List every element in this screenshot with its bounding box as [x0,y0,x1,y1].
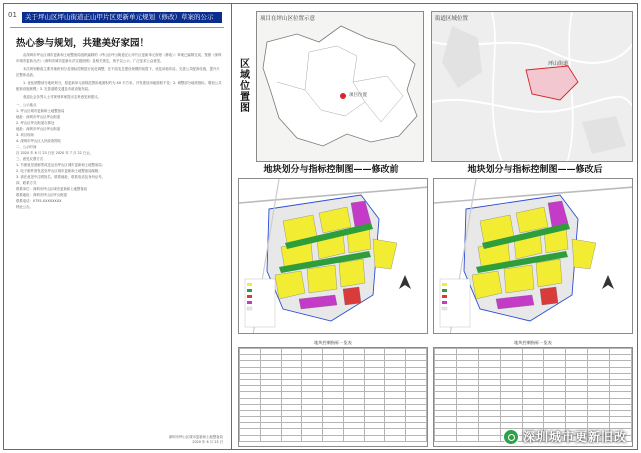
notice-line: 地址：深圳市坪山区坪山街道 [16,115,61,119]
table-row [240,435,427,441]
table-after-title: 地块控制指标一览表 [514,340,552,345]
signature: 深圳市坪山区城市更新和土地整备局 [168,435,223,439]
table-cell [406,435,427,441]
notice-line: 自 2020 年 6 月 23 日至 2020 年 7 月 22 日止。 [16,151,94,155]
table-cell [435,435,457,441]
notice-line: 1. 书面意见请邮寄或送达至坪山区城市更新和土地整备局； [16,163,106,167]
maps-column [232,4,639,449]
district-outline-map [257,12,424,162]
project-marker-label: 项目位置 [349,93,367,98]
page-number: 01 [8,11,17,19]
notice-line: 2. 坪山区坪山街道办事处 [16,121,55,125]
notice-paragraph: 欢迎社会各界人士对规划草案提出宝贵意见和建议。 [23,95,101,99]
signature-date: 2020 年 6 月 23 日 [192,440,223,444]
street-location-map [431,11,633,162]
notice-line: 3. 请在意见中注明姓名、联系地址、联系电话及身份证号。 [16,175,106,179]
notice-paragraph: 本次规划修改主要对地块划分及指标控制进行优化调整，在不改变总建设规模的前提下，优化用地布局，完善公共配套设施，提升片区整体品质。 [16,67,220,77]
notice-body [16,52,222,210]
notice-line: 一、公示地点 [16,103,37,107]
notice-paragraph: 由深圳市坪山区城市更新和土地整备局组织编制的《坪山区坪山街道正山甲片区更新单元规划（修改）》草案已编制完成，按照《深圳市城市更新办法》《深圳市城市更新办法实施细则》及相关规定，现予以公示，广泛征求公众意见。 [16,53,222,63]
plan-after-drawing [434,179,633,334]
notice-title: 关于坪山区坪山街道正山甲片区更新单元规划（修改）草案的公示 [22,12,222,23]
watermark [503,428,627,445]
notice-line: 4. 深圳市坪山区人民政府网站 [16,139,61,143]
table-cell [323,435,344,441]
signature-block [169,435,223,445]
notice-line: 联系电话：0755-XXXXXXXX [16,199,62,203]
table-cell [343,435,364,441]
plan-before-drawing [239,179,428,334]
notice-line: 三、意见反馈方式 [16,157,44,161]
plan-before-title: 地块划分与指标控制图——修改前 [263,165,399,175]
wechat-logo-icon [503,429,519,445]
table-cell [456,435,478,441]
notice-frame [3,3,638,450]
notice-line: 地址：深圳市坪山区坪山街道 [16,127,61,131]
table-cell [260,435,281,441]
plan-after-map [433,178,633,334]
table-before-title: 地块控制指标一览表 [314,340,352,345]
table-cell [302,435,323,441]
street-area-map [432,12,633,162]
plan-before-map [238,178,428,334]
notice-line: 四、联系方式 [16,181,37,185]
title-rule [10,27,224,28]
indicator-table-before [238,347,428,447]
notice-line: 联系地址：深圳市坪山区坪山街道 [16,193,67,197]
street-map-label: 街道区域位置 [435,16,469,22]
notice-line: 1. 坪山区城市更新和土地整备局 [16,109,65,113]
table-cell [281,435,302,441]
watermark-text: 深圳城市更新旧改 [522,430,627,444]
table-cell [364,435,385,441]
table-cell [240,435,261,441]
street-name: 坪山街道 [548,61,569,67]
location-title: 区域位置图 [240,59,250,114]
notice-column [4,4,231,449]
project-map-label: 项目在坪山区位置示意 [260,16,316,22]
plan-after-title: 地块划分与指标控制图——修改后 [467,165,603,175]
notice-line: 特此公告。 [16,205,33,209]
notice-line: 2. 电子邮件请发送至坪山区城市更新和土地整备局邮箱； [16,169,102,173]
notice-line: 二、公示时间 [16,145,37,149]
notice-line: 3. 项目现场 [16,133,34,137]
table-cell [478,435,500,441]
notice-paragraph: 1. 优化调整部分地块划分，原更新单元拆除范围用地面积约为 XX 平方米，开发建设用地面积不变；2. 调整部分地块指标，增加公共配套设施规模；3. 完善道路交通及市政设施布局。 [16,81,222,91]
project-marker-icon [340,93,346,99]
project-location-map [256,11,424,162]
slogan: 热心参与规划，共建美好家园！ [16,38,150,49]
notice-line: 联系单位：深圳市坪山区城市更新和土地整备局 [16,187,88,191]
table-cell [385,435,406,441]
